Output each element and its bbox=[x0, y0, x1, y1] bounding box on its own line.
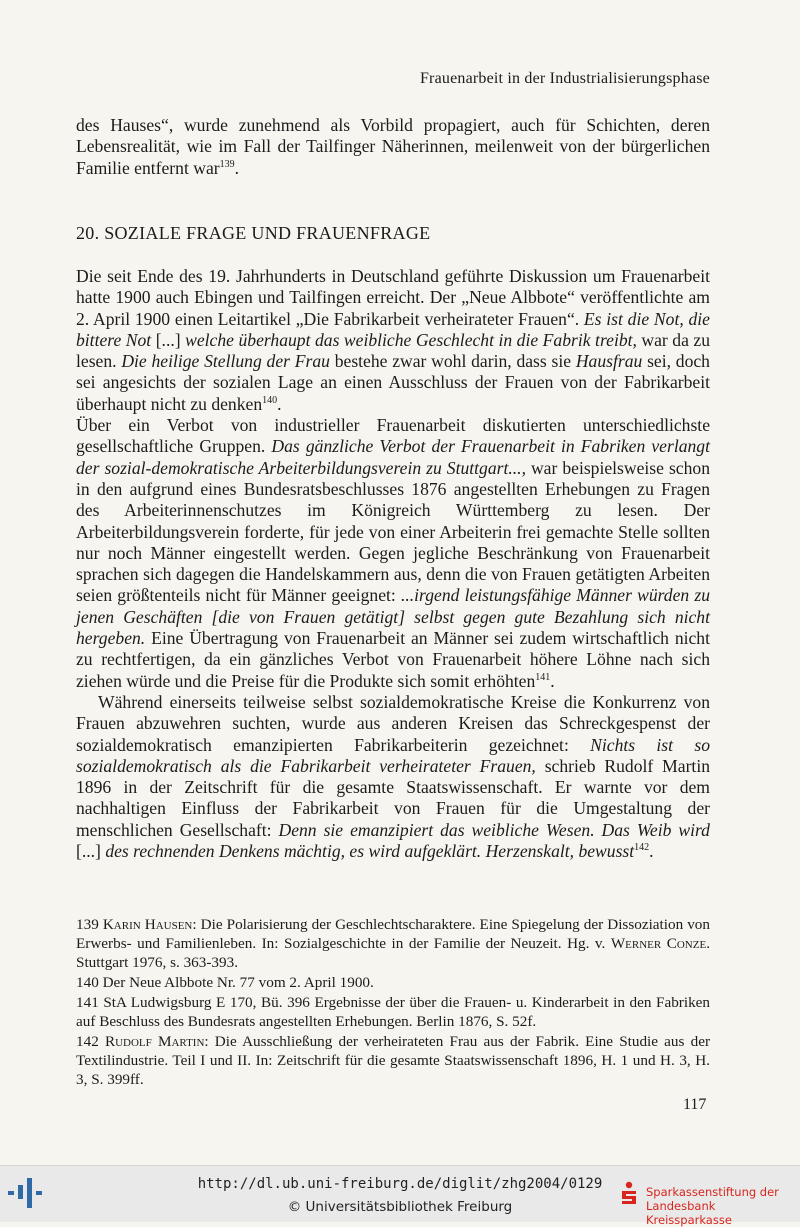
footnotes bbox=[76, 915, 710, 1090]
paragraph-continuation: des Hauses“, wurde zunehmend als Vorbild propagiert, auch für Schichten, deren Lebensrealität, wie im Fall der Tailfinger Näherinnen, meilenweit von der bürgerlichen Familie entfernt war$^{139}$. bbox=[76, 115, 710, 178]
copyright-notice: © Universitätsbibliothek Freiburg bbox=[287, 1199, 513, 1215]
footnote-140: 140 Der Neue Albbote Nr. 77 vom 2. April 1900. bbox=[76, 974, 374, 991]
permalink-url[interactable]: http://dl.ub.uni-freiburg.de/diglit/zhg2004/0129 bbox=[197, 1176, 603, 1192]
footnote-ref[interactable]: 142 bbox=[634, 842, 650, 854]
paragraph: Über ein Verbot von industrieller Frauenarbeit diskutierten unterschiedlichste gesellschaftliche Gruppen. Das gänzliche Verbot der Frauenarbeit in Fabriken verlangt der sozial-demokratische Arbeiterbildungsverein zu Stuttgart..., war beispielsweise schon in den aufgrund eines Bundesratsbeschlusses 1876 angestellten Erhebungen zu Fragen des Arbeiterinnenschutzes im Königreich Württemberg zu lesen. Der Arbeiterbildungsverein forderte, für jede von einer Arbeiterin frei gemachte Stelle sollten nur noch Männer eingestellt werden. Gegen jegliche Beschränkung von Frauenarbeit sprachen sich dagegen die Handelskammern aus, denn die von Frauen getätigten Arbeiten seien größtenteils nicht für Männer geeignet: ...irgend leistungsfähige Männer würden zu jenen Geschäften [die von Frauen getätigt] selbst gegen gute Bezahlung sich nicht hergeben. Eine Übertragung von Frauenarbeit an Männer sei zudem wirtschaftlich nicht zu rechtfertigen, da ein gänzliches Verbot von Frauenarbeit höhere Löhne nach sich ziehen würde und die Preise für die Produkte sich somit erhöhten$^{141}$. bbox=[76, 415, 710, 691]
section-heading: 20. SOZIALE FRAGE UND FRAUENFRAGE bbox=[76, 223, 431, 243]
running-header: Frauenarbeit in der Industrialisierungsphase bbox=[419, 70, 710, 87]
main-text bbox=[76, 266, 710, 862]
paragraph: Die seit Ende des 19. Jahrhunderts in Deutschland geführte Diskussion um Frauenarbeit hatte 1900 auch Ebingen und Tailfingen erreicht. Der „Neue Albbote“ veröffentlichte am 2. April 1900 einen Leitartikel „Die Fabrikarbeit verheirateter Frauen“. Es ist die Not, die bittere Not [...] welche überhaupt das weibliche Geschlecht in die Fabrik treibt, war da zu lesen. Die heilige Stellung der Frau bestehe zwar wohl darin, dass sie Hausfrau sei, doch sei angesichts der sozialen Lage an einen Ausschluss der Frauen von der Fabrikarbeit überhaupt nicht zu denken$^{140}$. bbox=[76, 266, 711, 414]
footnote-ref[interactable]: 139 bbox=[219, 158, 235, 170]
paragraph: Während einerseits teilweise selbst sozialdemokratische Kreise die Konkurrenz von Frauen abzuwehren suchten, wurde aus anderen Kreisen das Schreckgespenst der sozialdemokratisch emanzipierten Fabrikarbeiterin gezeichnet: Nichts ist so sozialdemokratisch als die Fabrikarbeit verheirateter Frauen, schrieb Rudolf Martin 1896 in der Zeitschrift für die gesamte Staatswissenschaft. Er warnte vor dem nachhaltigen Einfluss der Fabrikarbeit von Frauen für die Umgestaltung der menschlichen Gesellschaft: Denn sie emanzipiert das weibliche Wesen. Das Weib wird [...] des rechnenden Denkens mächtig, es wird aufgeklärt. Herzenskalt, bewusst$^{142}$. bbox=[76, 691, 711, 862]
sparkasse-logo-icon[interactable] bbox=[620, 1181, 638, 1207]
sponsor-text[interactable]: Sparkassenstiftung der Landesbank Kreissparkasse bbox=[646, 1185, 779, 1227]
page-number: 117 bbox=[683, 1096, 707, 1113]
footnote-139: 139 Karin Hausen: Die Polarisierung der Geschlechtscharaktere. Eine Spiegelung der Dissoziation von Erwerbs- und Familienleben. In: Sozialgeschichte in der Familie der Neuzeit. Hg. v. Werner Conze. Stuttgart 1976, s. 363-393. bbox=[76, 916, 710, 971]
footnote-142: 142 Rudolf Martin: Die Ausschließung der verheirateten Frau aus der Fabrik. Eine Studie aus der Textilindustrie. Teil I und II. In: Zeitschrift für die gesamte Staatswissenschaft 1896, H. 1 und H. 3, H. 3, S. 399ff. bbox=[76, 1033, 711, 1088]
footnote-ref[interactable]: 141 bbox=[535, 671, 551, 683]
footnote-141: 141 StA Ludwigsburg E 170, Bü. 396 Ergebnisse der über die Frauen- u. Kinderarbeit in den Fabriken auf Beschluss des Bundesrats angestellten Erhebungen. Berlin 1876, S. 52f. bbox=[76, 994, 710, 1030]
footnote-ref[interactable]: 140 bbox=[262, 394, 278, 406]
